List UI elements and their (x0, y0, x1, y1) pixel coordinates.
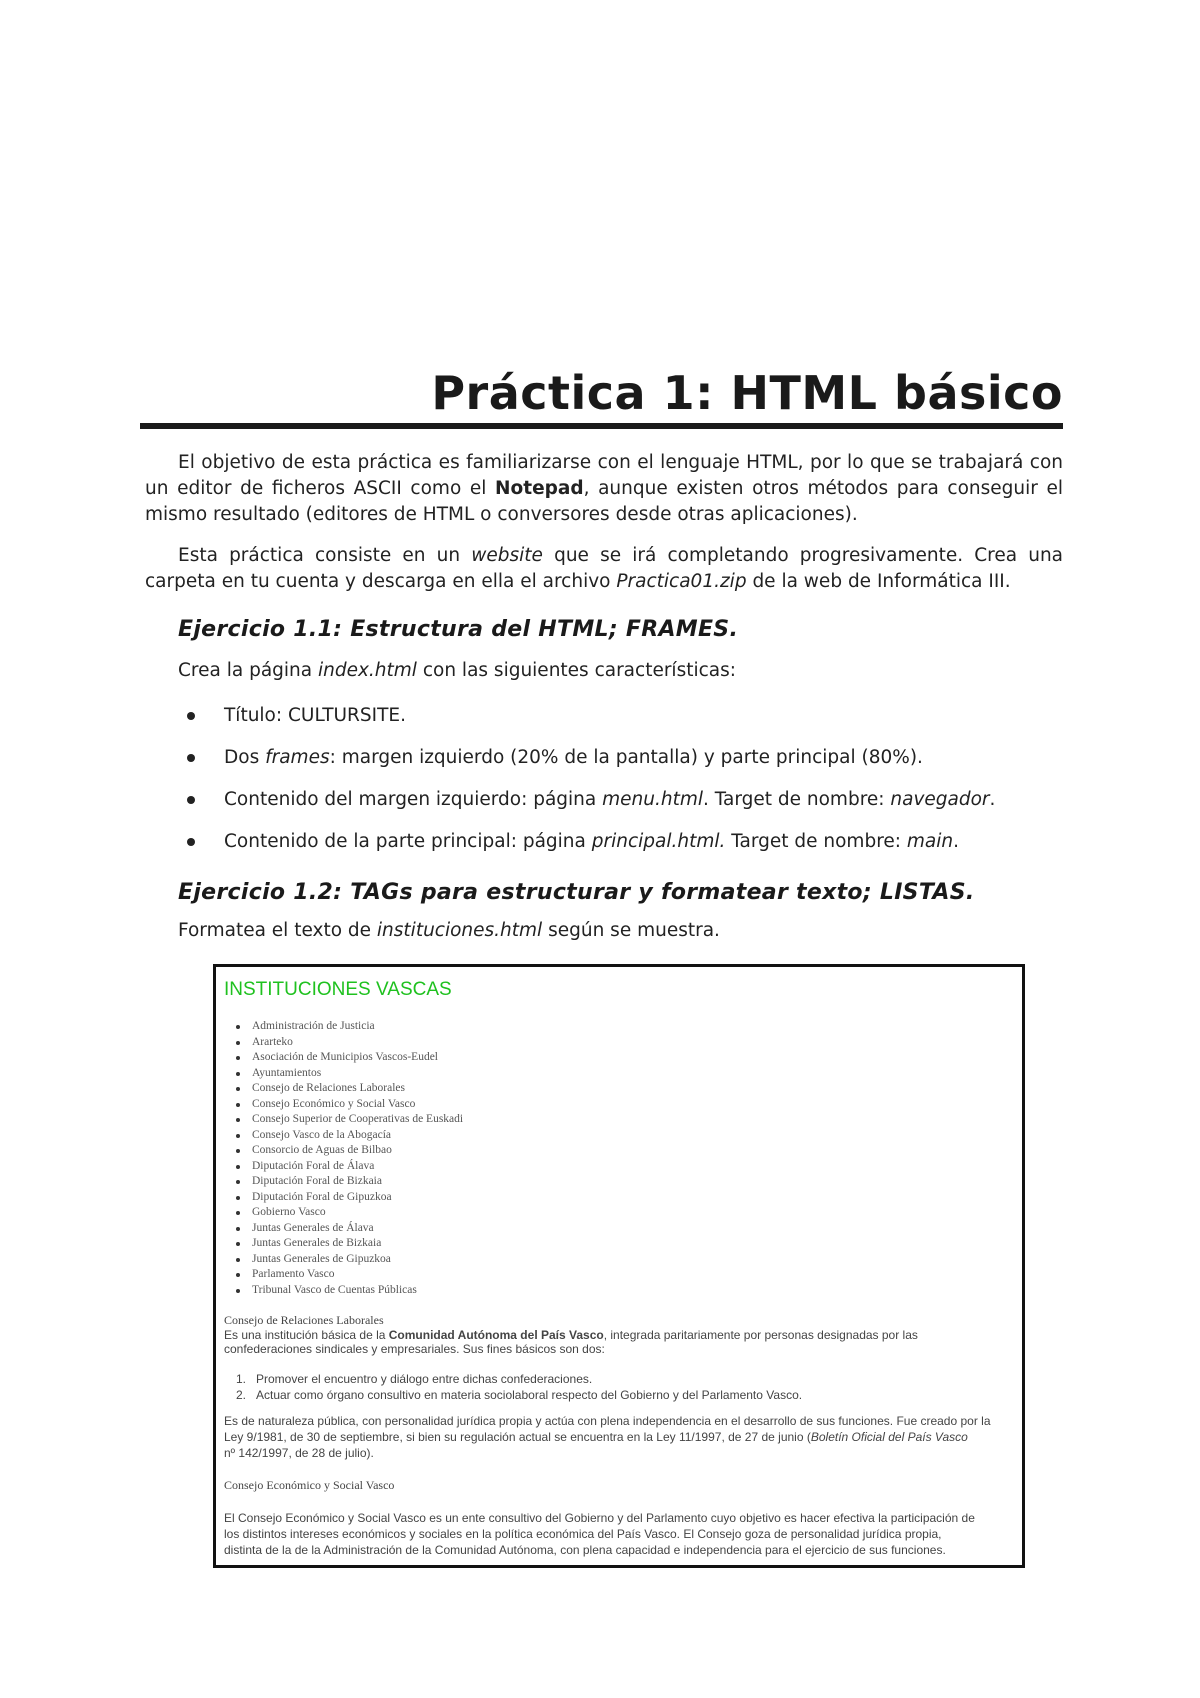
text-line: confederaciones sindicales y empresariales. Sus fines básicos son dos: (224, 1342, 605, 1356)
screenshot-title: INSTITUCIONES VASCAS (224, 979, 452, 1000)
list-item: Consejo de Relaciones Laborales (230, 1081, 463, 1097)
list-item: Juntas Generales de Álava (230, 1221, 463, 1237)
list-item: Tribunal Vasco de Cuentas Públicas (230, 1283, 463, 1299)
list-item: Juntas Generales de Gipuzkoa (230, 1252, 463, 1268)
institutions-list (230, 1019, 463, 1298)
list-item: Gobierno Vasco (230, 1205, 463, 1221)
text-line: distinta de la de la Administración de la Comunidad Autónoma, con plena capacidad e independencia para el ejercicio de sus funciones. (224, 1543, 946, 1557)
list-item: Dos frames: margen izquierdo (20% de la pantalla) y parte principal (80%). (180, 745, 1060, 787)
list-item: Diputación Foral de Bizkaia (230, 1174, 463, 1190)
ordered-list (236, 1371, 802, 1403)
list-item: Diputación Foral de Álava (230, 1159, 463, 1175)
list-item: Diputación Foral de Gipuzkoa (230, 1190, 463, 1206)
text-line: nº 142/1997, de 28 de julio). (224, 1446, 374, 1460)
exercise-1-2-heading: Ejercicio 1.2: TAGs para estructurar y formatear texto; LISTAS. (178, 880, 975, 905)
example-screenshot (213, 964, 1025, 1568)
list-item: Contenido de la parte principal: página principal.html. Target de nombre: main. (180, 829, 1060, 871)
list-item: Juntas Generales de Bizkaia (230, 1236, 463, 1252)
bullet-icon (187, 754, 195, 762)
list-item: 2. Actuar como órgano consultivo en materia sociolaboral respecto del Gobierno y del Parlamento Vasco. (236, 1388, 803, 1402)
text-line: los distintos intereses económicos y sociales en la política económica del País Vasco. El Consejo goza de personalidad jurídica propia, (224, 1527, 942, 1541)
page-title: Práctica 1: HTML básico (140, 365, 1063, 429)
intro-paragraph-1: El objetivo de esta práctica es familiarizarse con el lenguaje HTML, por lo que se trabajará con un editor de ficheros ASCII como el Notepad, aunque existen otros métodos para conseguir el mismo resultado (editores de HTML o conversores desde otras aplicaciones). (145, 452, 1063, 525)
list-item: Consejo Vasco de la Abogacía (230, 1128, 463, 1144)
section-title: Consejo Económico y Social Vasco (224, 1478, 395, 1492)
list-item: Contenido del margen izquierdo: página menu.html. Target de nombre: navegador. (180, 787, 1060, 829)
list-item: Ararteko (230, 1035, 463, 1051)
text-line: Es una institución básica de la Comunidad Autónoma del País Vasco, integrada paritariamente por personas designadas por las (224, 1328, 918, 1342)
notepad-label: Notepad (495, 478, 584, 499)
text-line: Ley 9/1981, de 30 de septiembre, si bien su regulación actual se encuentra en la Ley 11/1997, de 27 de junio (Boletín Oficial del País Vasco (224, 1430, 968, 1444)
exercise-1-1-intro: Crea la página index.html con las siguientes características: (178, 660, 736, 681)
list-item: Asociación de Municipios Vascos-Eudel (230, 1050, 463, 1066)
section-title: Consejo de Relaciones Laborales (224, 1313, 384, 1327)
list-item: Parlamento Vasco (230, 1267, 463, 1283)
list-item: Administración de Justicia (230, 1019, 463, 1035)
list-item: Ayuntamientos (230, 1066, 463, 1082)
bullet-icon (187, 712, 195, 720)
list-item: Consejo Económico y Social Vasco (230, 1097, 463, 1113)
text-line: Es de naturaleza pública, con personalidad jurídica propia y actúa con plena independencia en el desarrollo de sus funciones. Fue creado por la (224, 1414, 991, 1428)
exercise-1-1-heading: Ejercicio 1.1: Estructura del HTML; FRAMES. (178, 617, 739, 642)
bullet-icon (187, 796, 195, 804)
list-item: Consorcio de Aguas de Bilbao (230, 1143, 463, 1159)
list-item: Consejo Superior de Cooperativas de Euskadi (230, 1112, 463, 1128)
exercise-1-2-intro: Formatea el texto de instituciones.html según se muestra. (178, 920, 720, 941)
text-line: El Consejo Económico y Social Vasco es un ente consultivo del Gobierno y del Parlamento cuyo objetivo es hacer efectiva la participación de (224, 1511, 975, 1525)
list-item: 1. Promover el encuentro y diálogo entre dichas confederaciones. (236, 1372, 593, 1386)
intro-paragraph-2: Esta práctica consiste en un website que se irá completando progresivamente. Crea una carpeta en tu cuenta y descarga en ella el archivo Practica01.zip de la web de Informática III. (145, 545, 1064, 592)
requirements-list (180, 703, 1060, 871)
bullet-icon (187, 838, 195, 846)
list-item: Título: CULTURSITE. (180, 703, 1060, 745)
